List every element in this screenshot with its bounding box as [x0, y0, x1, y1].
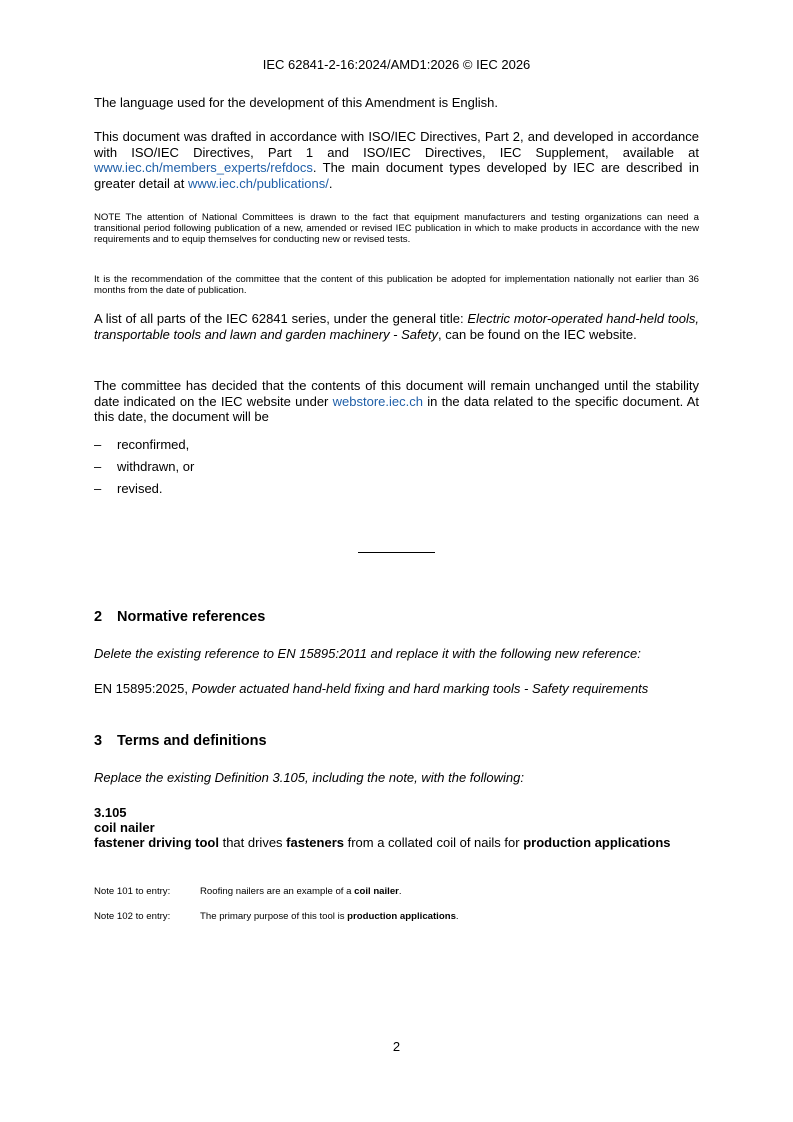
language-paragraph: The language used for the development of this Amendment is English.: [94, 95, 498, 110]
section-3-instruction: [94, 770, 699, 786]
drafted-text-1: This document was drafted in accordance with ISO/IEC Directives, Part 2, and developed in accordance with ISO/IEC Directives, Part 1 and ISO/IEC Directives, IEC Supplement, available at: [94, 129, 699, 160]
section-2-heading: [94, 609, 699, 625]
reference-title: Powder actuated hand-held fixing and hard marking tools - Safety requirements: [191, 681, 649, 696]
dash-bullet: –: [94, 481, 102, 496]
committee-text-1: The committee has decided that the contents of this document will remain unchanged until the stability date indicated on the IEC website under: [94, 378, 699, 409]
list-item-text: withdrawn, or: [117, 459, 195, 474]
committee-text-2: in the data related to the specific document. At this date, the document will be: [94, 393, 700, 424]
definition-number: 3.105: [94, 805, 127, 820]
webstore-link[interactable]: webstore.iec.ch: [332, 393, 423, 409]
section-3-number: 3: [94, 733, 103, 749]
note-102: [94, 911, 699, 922]
note-paragraph: NOTE The attention of National Committees is drawn to the fact that equipment manufacturers and testing organizations can need a transitional period following publication of a new, amended or revised IEC publication in which to make products in accordance with the new requirements and to equip themselves for conducting new or revised tests.: [94, 212, 699, 246]
series-general-title: Electric motor-operated hand-held tools, transportable tools and lawn and garden machinery - Safety: [94, 311, 699, 342]
series-text-2: , can be found on the IEC website.: [437, 326, 637, 342]
note-102-bold: production applications: [347, 911, 456, 922]
section-3-instruction-text: Replace the existing Definition 3.105, including the note, with the following:: [94, 770, 524, 785]
def-text-2: from a collated coil of nails for: [343, 835, 524, 850]
def-bold-3: production applications: [523, 835, 671, 850]
note-101-bold: coil nailer: [354, 886, 399, 897]
series-text-1: A list of all parts of the IEC 62841 series, under the general title:: [94, 311, 468, 326]
note-102-end: .: [455, 911, 459, 922]
note-101-text: Roofing nailers are an example of a: [200, 886, 355, 897]
def-text-1: that drives: [218, 835, 287, 850]
section-3-heading: [94, 733, 699, 749]
dash-bullet: –: [94, 459, 102, 474]
section-2-title: Normative references: [117, 609, 266, 625]
drafted-paragraph: [94, 129, 699, 191]
definition-text: [94, 835, 699, 851]
drafted-text-3: .: [328, 175, 333, 191]
normative-reference: [94, 681, 699, 697]
list-item-text: revised.: [117, 481, 163, 496]
running-header: IEC 62841-2-16:2024/AMD1:2026 © IEC 2026: [262, 57, 531, 72]
committee-paragraph: [94, 378, 699, 425]
note-102-body: [200, 911, 459, 922]
refdocs-link[interactable]: www.iec.ch/members_experts/refdocs: [94, 160, 313, 175]
list-item: [94, 459, 699, 474]
definition-term: coil nailer: [94, 820, 155, 835]
def-bold-1: fastener driving tool: [94, 835, 219, 850]
section-2-number: 2: [94, 609, 103, 625]
publications-link[interactable]: www.iec.ch/publications/: [187, 175, 329, 191]
dash-bullet: –: [94, 437, 102, 452]
list-item: [94, 437, 699, 452]
note-102-text: The primary purpose of this tool is: [200, 911, 348, 922]
section-2-instruction-text: Delete the existing reference to EN 15895:2011 and replace it with the following new reference:: [94, 646, 641, 661]
drafted-text-2: . The main document types developed by IEC are described in greater detail at: [94, 160, 699, 191]
def-bold-2: fasteners: [286, 835, 344, 850]
note-101-body: [200, 886, 402, 897]
note-101: [94, 886, 699, 897]
note-101-label: Note 101 to entry:: [94, 886, 171, 897]
section-2-instruction: [94, 646, 699, 662]
section-3-title: Terms and definitions: [117, 733, 267, 749]
reference-id: EN 15895:2025,: [94, 681, 192, 696]
list-item: [94, 481, 699, 496]
note-102-label: Note 102 to entry:: [94, 911, 171, 922]
stability-list: [94, 437, 699, 496]
page-number: 2: [392, 1039, 401, 1054]
note-101-end: .: [398, 886, 402, 897]
recommendation-paragraph: It is the recommendation of the committee that the content of this publication be adopted for implementation nationally not earlier than 36 months from the date of publication.: [94, 274, 699, 297]
separator-rule: [358, 552, 435, 553]
series-list-paragraph: [94, 311, 699, 342]
list-item-text: reconfirmed,: [117, 437, 190, 452]
